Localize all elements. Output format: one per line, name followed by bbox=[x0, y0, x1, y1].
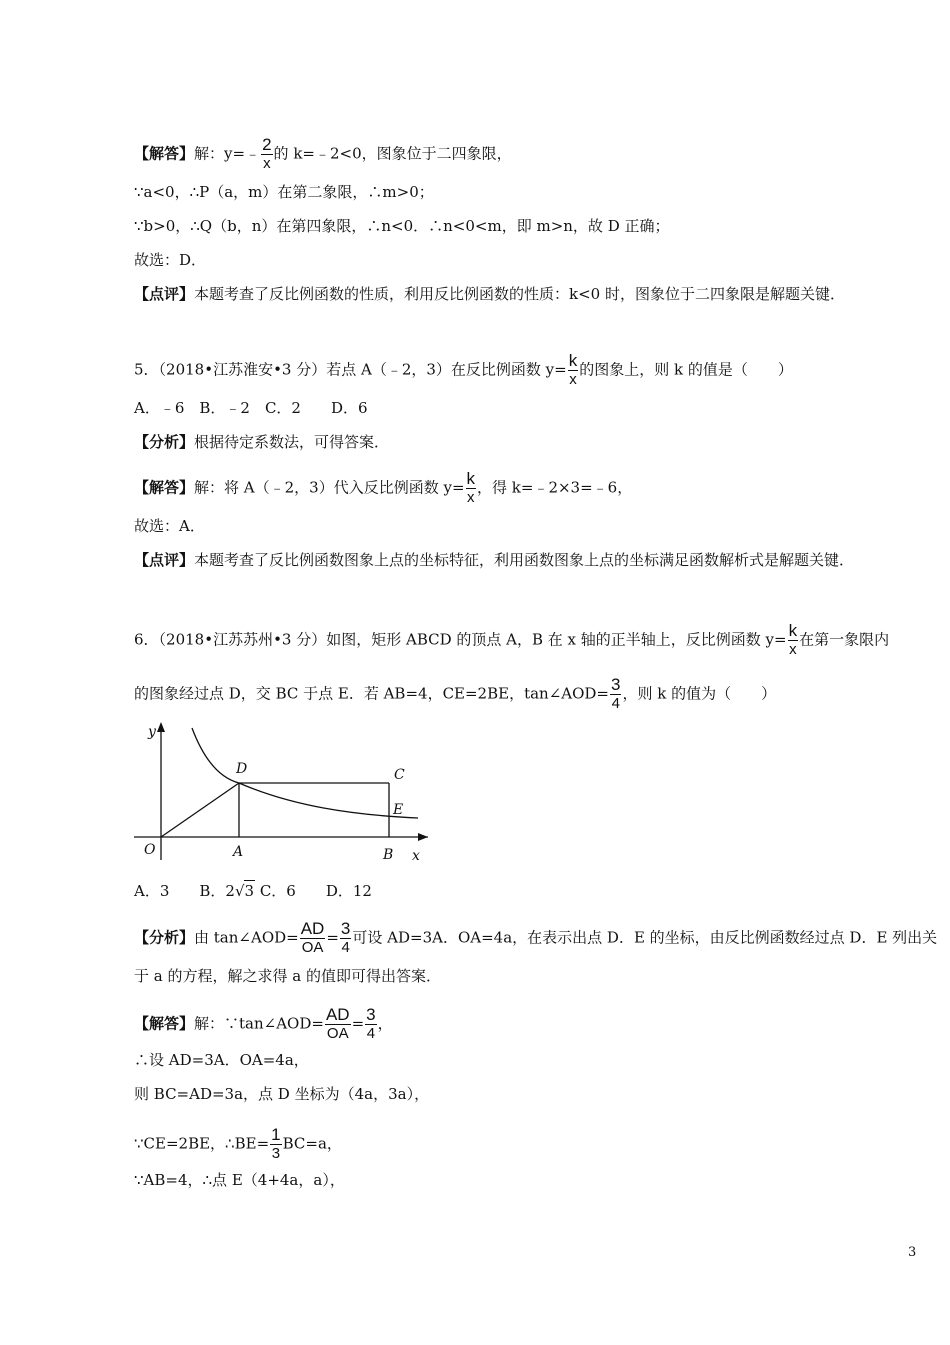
fraction: $\frac{k}{x}$ bbox=[788, 621, 798, 658]
fraction: $\frac{1}{3}$ bbox=[271, 1125, 281, 1162]
hyperbola-curve bbox=[192, 728, 418, 818]
fraction: $\frac{2}{x}$ bbox=[262, 135, 272, 172]
fraction: $\frac{3}{4}$ bbox=[366, 1005, 376, 1042]
question-6: 6．（2018•江苏苏州•3 分）如图，矩形 ABCD 的顶点 A，B 在 x 轴的正半轴上，反比例函数 y= $\frac{k}{x}$ 在第一象限内 bbox=[134, 621, 890, 658]
text-line: 故选：D． bbox=[134, 251, 207, 269]
fraction: $\frac{3}{4}$ bbox=[611, 675, 621, 712]
sqrt-sign: √ bbox=[234, 882, 245, 900]
x-arrow bbox=[418, 833, 428, 841]
label-c: C bbox=[394, 767, 405, 783]
y-arrow bbox=[157, 722, 165, 732]
label-a: A bbox=[233, 844, 244, 860]
review-line: 【点评】本题考查了反比例函数的性质，利用反比例函数的性质：k<0 时，图象位于二四象限是解题关键． bbox=[134, 285, 845, 303]
review-line: 【点评】本题考查了反比例函数图象上点的坐标特征，利用函数图象上点的坐标满足函数解析式是解题关键． bbox=[134, 551, 855, 569]
label-b: B bbox=[383, 847, 394, 863]
text-line: ∵CE=2BE，∴BE= $\frac{1}{3}$ BC=a， bbox=[134, 1125, 342, 1162]
question-5: 5．（2018•江苏淮安•3 分）若点 A（﹣2，3）在反比例函数 y= $\frac{k}{x}$ 的图象上，则 k 的值是（ ） bbox=[134, 351, 793, 388]
fraction: $\frac{k}{x}$ bbox=[466, 469, 476, 506]
fraction: $\frac{AD}{OA}$ bbox=[325, 1005, 350, 1042]
question-6-cont: 的图象经过点 D，交 BC 于点 E．若 AB=4，CE=2BE，tan∠AOD= $\frac{3}{4}$ ，则 k 的值为（ ） bbox=[134, 675, 777, 712]
text-line: ∵AB=4，∴点 E（4+4a，a）， bbox=[134, 1171, 345, 1189]
analysis-line: 【分析】由 tan∠AOD= $\frac{AD}{OA}$ = $\frac{3}{4}$ 可设 AD=3A．OA=4a，在表示出点 D．E 的坐标，由反比例函数经过点 D．E 列出关 bbox=[134, 919, 938, 956]
page-number: 3 bbox=[908, 1245, 917, 1260]
text-line: 于 a 的方程，解之求得 a 的值即可得出答案． bbox=[134, 967, 441, 985]
question-5-options: A．﹣6 B．﹣2 C．2 D．6 bbox=[134, 399, 368, 417]
review-tag: 【点评】 bbox=[134, 285, 195, 303]
solution-line: 【解答】解：将 A（﹣2，3）代入反比例函数 y= $\frac{k}{x}$ ，得 k=﹣2×3=﹣6， bbox=[134, 469, 633, 506]
solution-tag: 【解答】 bbox=[134, 144, 195, 163]
solution-line: 【解答】解：∵tan∠AOD= $\frac{AD}{OA}$ = $\frac{3}{4}$ ， bbox=[134, 1005, 393, 1042]
segment-od bbox=[161, 783, 239, 837]
label-x: x bbox=[412, 848, 420, 864]
text-line: ∵a<0，∴P（a，m）在第二象限，∴m>0； bbox=[134, 183, 434, 201]
label-o: O bbox=[144, 842, 156, 858]
fraction: $\frac{AD}{OA}$ bbox=[300, 919, 325, 956]
graph-figure bbox=[132, 720, 432, 865]
text-line: ∵b>0，∴Q（b，n）在第四象限，∴n<0．∴n<0<m，即 m>n，故 D 正确； bbox=[134, 217, 670, 235]
analysis-line: 【分析】根据待定系数法，可得答案． bbox=[134, 433, 390, 451]
text-line: ∴设 AD=3A．OA=4a， bbox=[134, 1051, 309, 1069]
label-e: E bbox=[393, 802, 404, 818]
question-6-options: A．3 B．2√3 C．6 D．12 bbox=[134, 882, 372, 900]
text-line: 则 BC=AD=3a，点 D 坐标为（4a，3a）， bbox=[134, 1085, 430, 1103]
text-line: 故选：A． bbox=[134, 517, 205, 535]
solution-line-1: 【解答】解：y=﹣ $\frac{2}{x}$ 的 k=﹣2<0，图象位于二四象限， bbox=[134, 135, 512, 172]
fraction: $\frac{k}{x}$ bbox=[568, 351, 578, 388]
label-d: D bbox=[236, 761, 248, 777]
fraction: $\frac{3}{4}$ bbox=[340, 919, 351, 956]
label-y: y bbox=[148, 724, 156, 740]
